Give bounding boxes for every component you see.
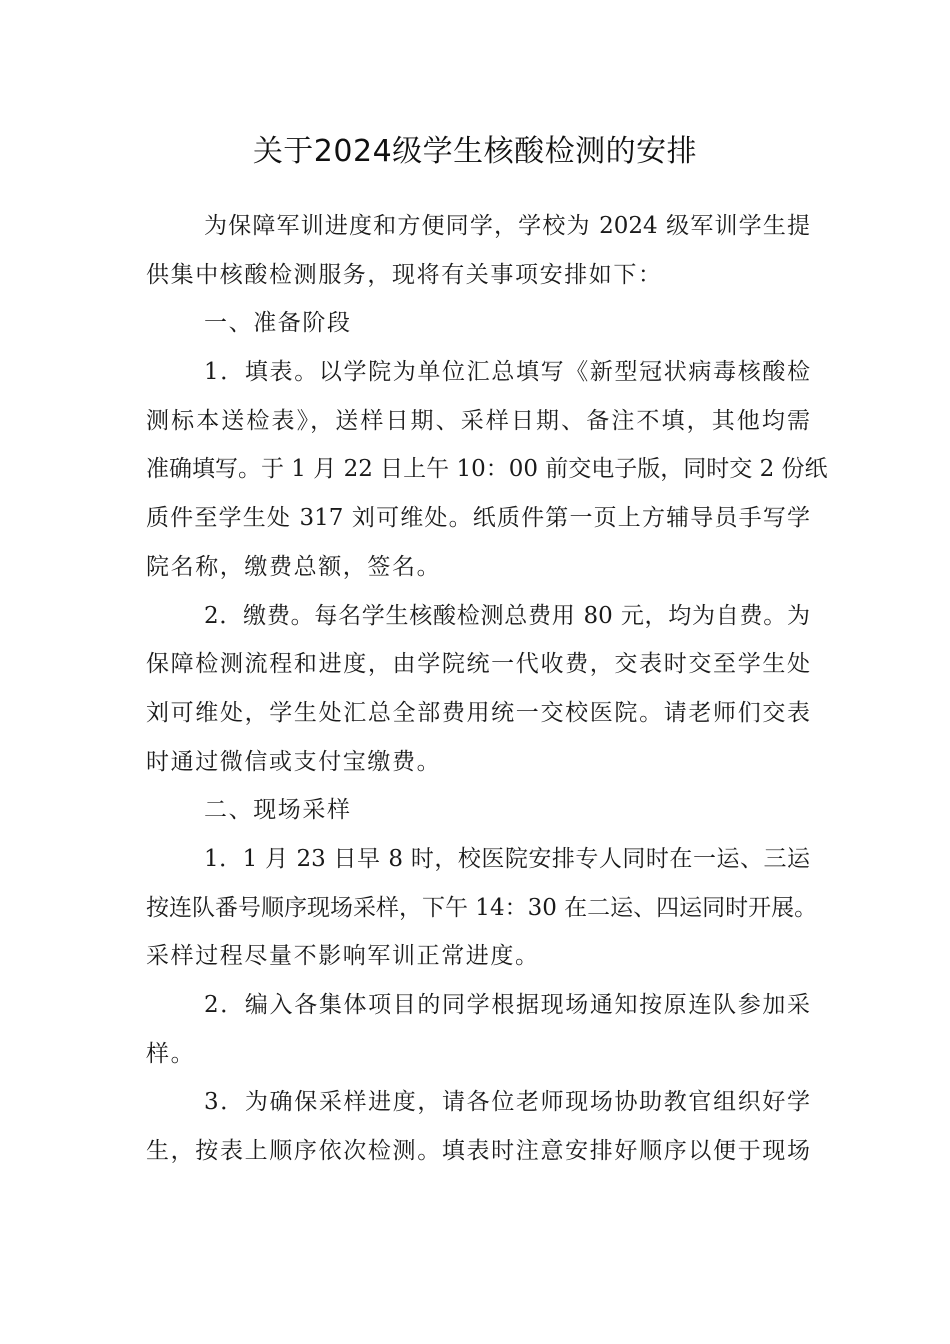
- section-heading-sampling: 二、现场采样: [204, 797, 352, 824]
- paragraph-fill-form-line-5: 院名称，缴费总额，签名。: [146, 553, 442, 580]
- paragraph-schedule-line-2: 按连队番号顺序现场采样，下午 14：30 在二运、四运同时开展。: [146, 894, 818, 921]
- paragraph-fill-form-line-4: 质件至学生处 317 刘可维处。纸质件第一页上方辅导员手写学: [146, 505, 810, 532]
- paragraph-payment-line-3: 刘可维处，学生处汇总全部费用统一交校医院。请老师们交表: [146, 699, 810, 726]
- paragraph-fill-form-line-1: 1．填表。以学院为单位汇总填写《新型冠状病毒核酸检: [204, 359, 810, 386]
- paragraph-schedule-line-1: 1．1 月 23 日早 8 时，校医院安排专人同时在一运、三运: [204, 845, 810, 872]
- section-heading-preparation: 一、准备阶段: [204, 310, 352, 337]
- paragraph-groups-line-2: 样。: [146, 1040, 196, 1067]
- paragraph-fill-form-line-3: 准确填写。于 1 月 22 日上午 10：00 前交电子版，同时交 2 份纸: [146, 456, 828, 483]
- paragraph-payment-line-2: 保障检测流程和进度，由学院统一代收费，交表时交至学生处: [146, 651, 810, 678]
- paragraph-teachers-line-2: 生，按表上顺序依次检测。填表时注意安排好顺序以便于现场: [146, 1138, 810, 1165]
- paragraph-intro-line-1: 为保障军训进度和方便同学，学校为 2024 级军训学生提: [204, 213, 810, 239]
- document-body: [146, 202, 828, 1176]
- paragraph-intro-line-2: 供集中核酸检测服务，现将有关事项安排如下：: [146, 261, 663, 288]
- paragraph-schedule-line-3: 采样过程尽量不影响军训正常进度。: [146, 943, 540, 970]
- document-title: 关于2024级学生核酸检测的安排: [252, 134, 698, 169]
- paragraph-payment-line-1: 2．缴费。每名学生核酸检测总费用 80 元，均为自费。为: [204, 602, 810, 629]
- paragraph-groups-line-1: 2．编入各集体项目的同学根据现场通知按原连队参加采: [204, 992, 810, 1018]
- paragraph-payment-line-4: 时通过微信或支付宝缴费。: [146, 748, 442, 775]
- paragraph-teachers-line-1: 3．为确保采样进度，请各位老师现场协助教官组织好学: [204, 1089, 810, 1116]
- paragraph-fill-form-line-2: 测标本送检表》，送样日期、采样日期、备注不填，其他均需: [146, 407, 810, 434]
